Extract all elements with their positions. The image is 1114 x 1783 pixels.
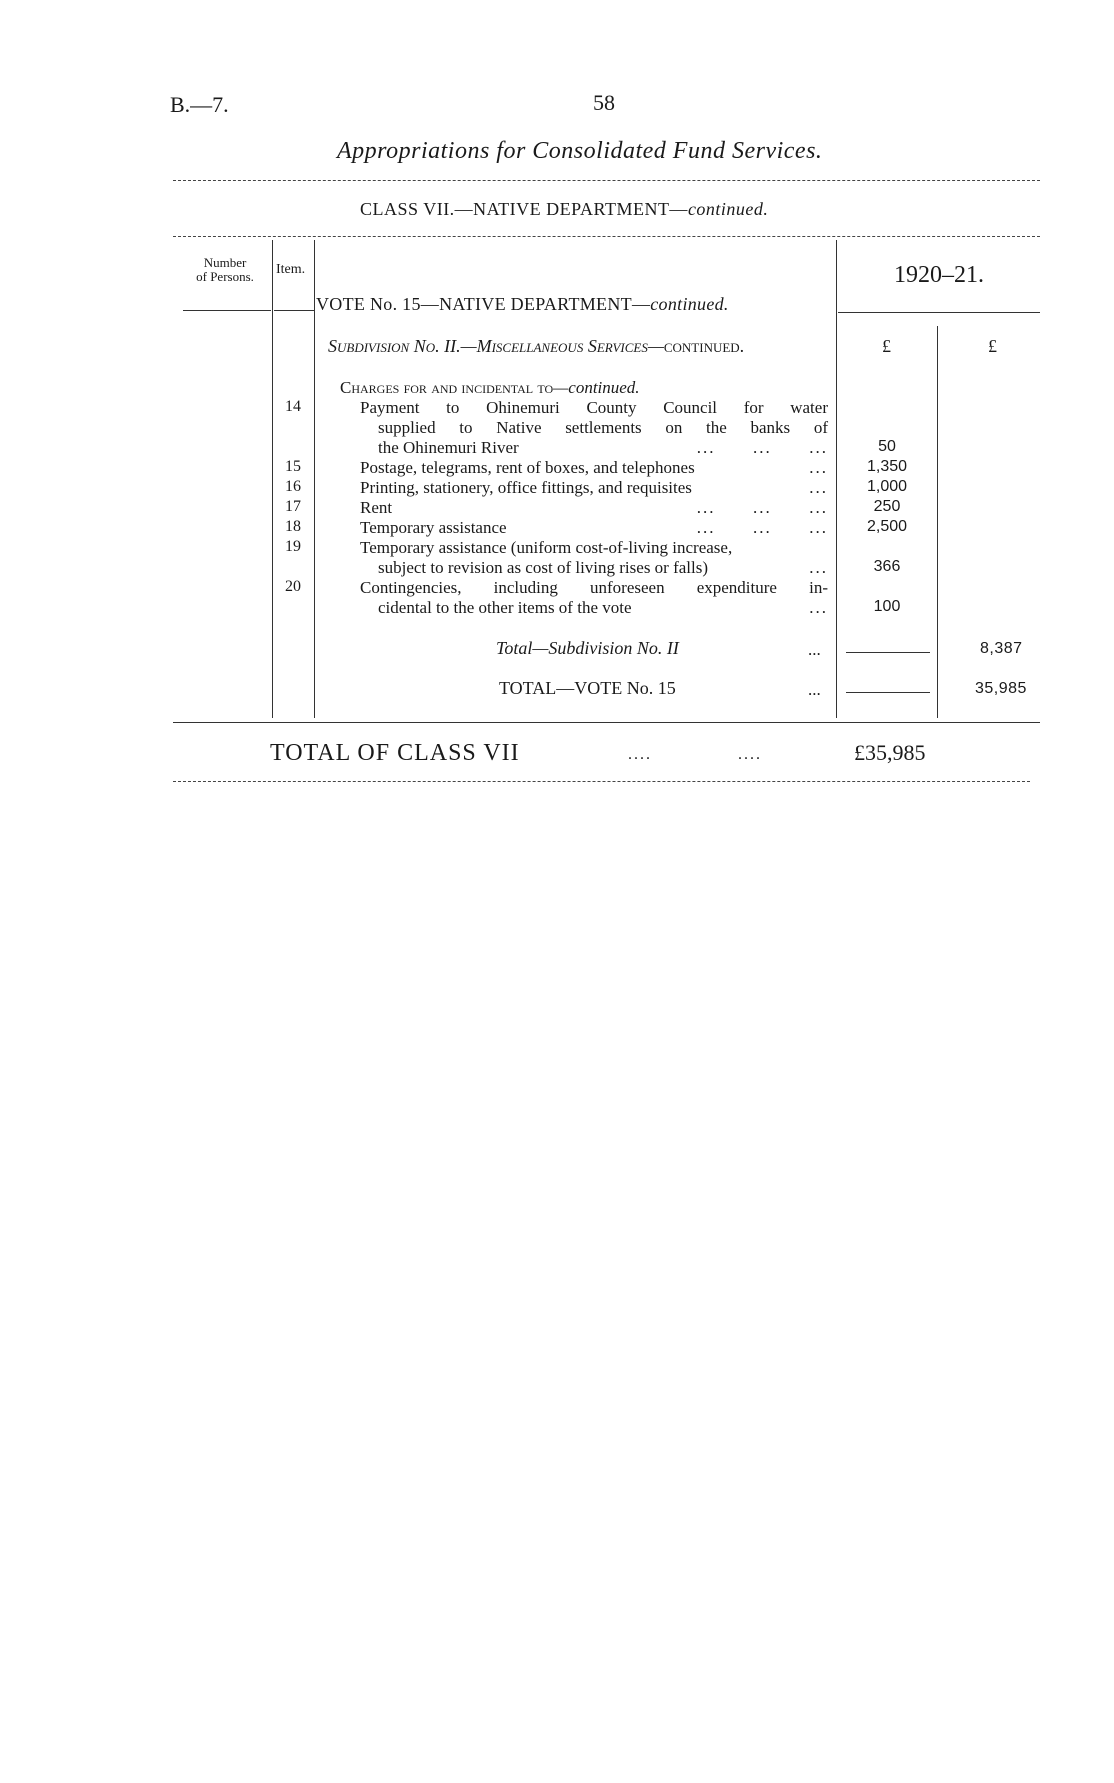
class-total-value: £35,985 xyxy=(854,740,926,765)
col-item-header: Item. xyxy=(276,262,306,277)
item-amount: 250 xyxy=(873,498,901,515)
item-description-line: the Ohinemuri River ... ... ... xyxy=(378,438,828,457)
list-item xyxy=(360,538,828,578)
vote-total-dots: ... xyxy=(808,680,821,699)
header-rule-year xyxy=(838,312,1040,313)
item-amount: 100 xyxy=(873,598,901,615)
subdivision-total-dots: ... xyxy=(808,640,821,659)
title-rule xyxy=(173,180,1040,181)
list-item xyxy=(360,498,828,518)
rule-desc-amount xyxy=(836,240,837,718)
class-total-dots-1: .... xyxy=(628,746,652,763)
pound-sign-left: £ xyxy=(882,336,891,356)
rule-amount-total xyxy=(937,326,938,718)
page-title: Appropriations for Consolidated Fund Services. xyxy=(337,138,823,164)
vote-total-value: 35,985 xyxy=(975,680,1027,697)
charges-heading-main: Charges for and incidental to xyxy=(340,378,554,397)
item-number: 20 xyxy=(285,578,301,595)
col-persons-line1: Number xyxy=(203,255,247,270)
subdivision-total-dash xyxy=(846,652,930,653)
pound-sign-right: £ xyxy=(988,336,997,356)
leader-dots: ... xyxy=(809,558,828,577)
vote-header xyxy=(316,294,729,315)
class-title-continued: continued. xyxy=(687,199,769,219)
charges-heading xyxy=(340,378,640,398)
item-number: 14 xyxy=(285,398,301,415)
item-description-line: Printing, stationery, office fittings, and requisites ... xyxy=(360,478,828,497)
item-amount: 2,500 xyxy=(866,518,908,535)
item-description-line: supplied to Native settlements on the banks of xyxy=(378,418,828,437)
leader-dots: ... xyxy=(809,478,828,497)
item-amount: 366 xyxy=(873,558,901,575)
list-item xyxy=(360,518,828,538)
item-number: 17 xyxy=(285,498,301,515)
page-number: 58 xyxy=(593,90,615,115)
class-total-label: TOTAL OF CLASS VII xyxy=(270,740,520,766)
item-number: 16 xyxy=(285,478,301,495)
leader-dots: ... ... ... xyxy=(696,438,828,457)
list-item xyxy=(360,578,828,618)
vote-header-continued: continued. xyxy=(650,294,729,314)
vote-header-main: VOTE No. 15—NATIVE DEPARTMENT— xyxy=(316,294,651,314)
col-persons-line2: of Persons. xyxy=(196,269,254,284)
class-title xyxy=(360,199,768,220)
subdivision-title-continued: continued. xyxy=(663,336,745,356)
item-description-line: Temporary assistance ... ... ... xyxy=(360,518,828,537)
item-description-line: Temporary assistance (uniform cost-of-living increase, xyxy=(360,538,733,557)
leader-dots: ... ... ... xyxy=(696,518,828,537)
item-amount: 50 xyxy=(878,438,896,455)
table-bottom-rule xyxy=(173,722,1040,723)
leader-dots: ... ... ... xyxy=(696,498,828,517)
item-description-line: Payment to Ohinemuri County Council for water xyxy=(360,398,828,417)
subdivision-title xyxy=(328,336,744,357)
item-description-line: Contingencies, including unforeseen expenditure in- xyxy=(360,578,828,597)
header-rule-item xyxy=(274,310,314,311)
item-description-line: Postage, telegrams, rent of boxes, and telephones ... xyxy=(360,458,828,477)
header-rule-persons xyxy=(183,310,271,311)
subdivision-title-main: Subdivision No. II.—Miscellaneous Services— xyxy=(328,336,664,356)
class-total-dots-2: .... xyxy=(738,746,762,763)
list-item xyxy=(360,458,828,478)
class-title-main: CLASS VII.—NATIVE DEPARTMENT— xyxy=(360,199,688,219)
vote-total-dash xyxy=(846,692,930,693)
item-number: 18 xyxy=(285,518,301,535)
year-header: 1920–21. xyxy=(894,262,984,288)
vote-total-label: TOTAL—VOTE No. 15 xyxy=(499,678,676,698)
item-description-line: cidental to the other items of the vote ... xyxy=(378,598,828,617)
list-item xyxy=(360,478,828,498)
item-description-line: Rent ... ... ... xyxy=(360,498,828,517)
rule-item-desc xyxy=(314,240,315,718)
charges-heading-continued: —continued. xyxy=(553,378,640,397)
item-number: 15 xyxy=(285,458,301,475)
list-item xyxy=(360,398,828,458)
class-total-rule xyxy=(173,781,1030,782)
subdivision-total-label: Total—Subdivision No. II xyxy=(496,638,679,658)
subdivision-total-value: 8,387 xyxy=(980,640,1023,657)
leader-dots: ... xyxy=(809,458,828,477)
leader-dots: ... xyxy=(809,598,828,617)
item-amount: 1,350 xyxy=(866,458,908,475)
page-reference: B.—7. xyxy=(170,92,229,117)
class-title-rule xyxy=(173,236,1040,237)
item-description-line: subject to revision as cost of living rises or falls) ... xyxy=(378,558,828,577)
item-number: 19 xyxy=(285,538,301,555)
item-amount: 1,000 xyxy=(866,478,908,495)
col-persons-header xyxy=(180,256,270,284)
